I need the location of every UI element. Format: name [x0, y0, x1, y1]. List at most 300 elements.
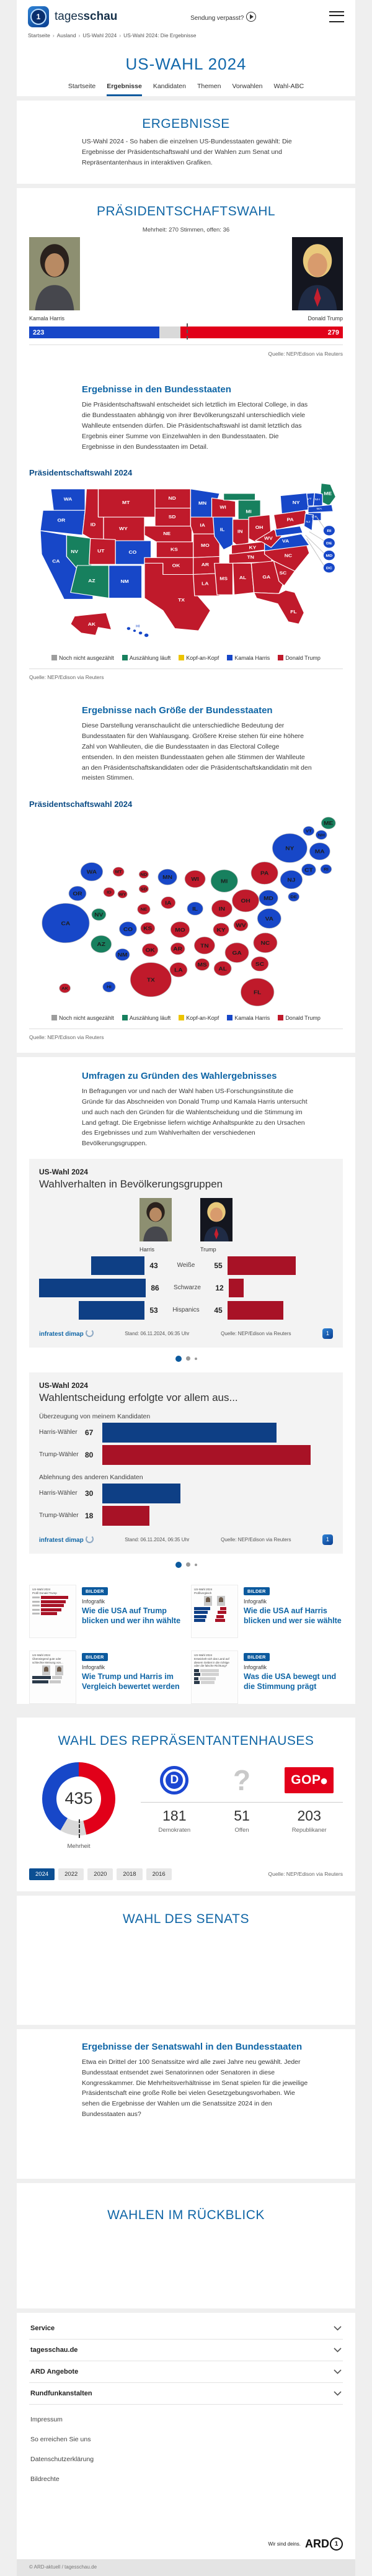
- trump-bar: [229, 1279, 244, 1297]
- trump-photo: [292, 302, 343, 313]
- gop-text: GOP: [291, 1772, 321, 1787]
- harris-thumb-label: Harris: [140, 1246, 154, 1253]
- map-circle-label-DE: DE: [326, 541, 332, 546]
- accordion-label: Service: [30, 2324, 55, 2332]
- trump-value: 45: [214, 1305, 223, 1315]
- thumb-kicker-text: US-Wahl 2024: [194, 1653, 213, 1657]
- year-filter-row: [29, 1868, 343, 1891]
- map-label-NE: NE: [163, 531, 171, 537]
- tab-ergebnisse[interactable]: Ergebnisse: [107, 83, 142, 96]
- bubble-label-MT: MT: [115, 870, 122, 875]
- map-label-MI: MI: [246, 509, 252, 515]
- trump-value: 55: [214, 1261, 223, 1270]
- bubble-label-CA: CA: [61, 921, 71, 927]
- senat-placeholder: [17, 1932, 355, 2025]
- map-label-AK: AK: [87, 621, 96, 628]
- thumb-bar-left: [194, 1611, 208, 1614]
- teaser-title[interactable]: Wie die USA auf Trump blicken und wer ihn wählte: [82, 1606, 181, 1626]
- carousel-dot-2[interactable]: [186, 1562, 190, 1567]
- trump-name: Donald Trump: [308, 315, 343, 322]
- section-title-haus: WAHL DES REPRÄSENTANTENHAUSES: [58, 1733, 314, 1748]
- footer-accordion-rundfunkanstalten[interactable]: [29, 2383, 343, 2405]
- thumb-label-line: [32, 1613, 40, 1615]
- thumb-label-line: [32, 1601, 40, 1603]
- thumb-bar-row: [194, 1619, 235, 1622]
- hamburger-menu-icon[interactable]: [329, 11, 344, 22]
- teaser-kicker: Infografik: [82, 1598, 105, 1605]
- infographic-kicker: US-Wahl 2024: [39, 1380, 88, 1390]
- page-title: US-WAHL 2024: [125, 55, 247, 73]
- footer-accordion-ardangebote[interactable]: [29, 2361, 343, 2383]
- size-section-title: Ergebnisse nach Größe der Bundesstaaten: [82, 705, 273, 716]
- map-state-HI[interactable]: [144, 634, 148, 637]
- thumb-photos: [194, 1596, 235, 1606]
- map-state-MIU[interactable]: [224, 493, 255, 500]
- map-label-TN: TN: [247, 555, 254, 561]
- thumb-bar-left: [194, 1607, 210, 1610]
- trump-bar-zone: [229, 1279, 333, 1297]
- legend-swatch-harris: [227, 655, 232, 660]
- map-label-NV: NV: [71, 549, 79, 555]
- map-circle-label-RI: RI: [327, 529, 332, 534]
- chevron-down-icon[interactable]: [334, 2326, 342, 2331]
- map-label-AZ: AZ: [88, 579, 95, 584]
- bubble-label-OH: OH: [241, 898, 250, 904]
- thumb-label-line: [32, 1605, 40, 1606]
- demographics-row: [39, 1301, 333, 1320]
- map-label-IA: IA: [200, 523, 205, 528]
- bubble-chart-label: Präsidentschaftswahl 2024: [29, 799, 133, 809]
- umfragen-card: [17, 1057, 355, 1704]
- democrats-logo-icon: [160, 1766, 188, 1795]
- teaser-item[interactable]: [191, 1651, 343, 1704]
- play-icon[interactable]: [246, 12, 256, 22]
- party-stat-label: Demokraten: [158, 1826, 191, 1834]
- thumb-bar-row: [32, 1608, 73, 1611]
- sendung-label: Sendung verpasst?: [190, 15, 244, 22]
- legend-item: Noch nicht ausgezählt: [51, 1015, 114, 1021]
- map-state-HI[interactable]: [126, 627, 130, 630]
- map-state-FL[interactable]: [254, 590, 304, 624]
- bubble-label-IN: IN: [218, 906, 226, 912]
- repraesentantenhaus-card: [17, 1718, 355, 1891]
- dem-logo-cell: [141, 1762, 208, 1798]
- footer-link[interactable]: Bildrechte: [30, 2475, 60, 2483]
- house-majority-marker: [79, 1819, 80, 1838]
- section-title-praesidentschaftswahl: PRÄSIDENTSCHAFTSWAHL: [96, 204, 276, 219]
- legend-item: Donald Trump: [278, 655, 321, 661]
- accordion-label: Rundfunkanstalten: [30, 2389, 92, 2397]
- thumb-gap: [206, 1619, 214, 1621]
- map-label-HI: HI: [136, 625, 140, 629]
- bubble-label-MO: MO: [175, 927, 185, 933]
- bubble-label-CO: CO: [123, 926, 133, 932]
- bubble-label-CT: CT: [304, 867, 313, 873]
- ergebnisse-card: [17, 101, 355, 184]
- map-label-KY: KY: [249, 545, 257, 551]
- house-donut-chart[interactable]: [42, 1762, 115, 1835]
- bubble-label-HI: HI: [107, 985, 112, 990]
- map-label-PA: PA: [286, 517, 294, 523]
- candidate-trump: [292, 237, 343, 322]
- legend-swatch-tossup: [179, 1015, 184, 1020]
- bubble-label-ND: ND: [140, 873, 148, 877]
- sendung-verpasst-link[interactable]: [117, 12, 329, 22]
- decision-row-label: Trump-Wähler: [39, 1512, 79, 1520]
- bubble-label-WA: WA: [86, 869, 97, 875]
- ergebnisse-text: US-Wahl 2024 - So haben die einzelnen US-Bundesstaaten gewählt: Die Ergebnisse der Präsidentschaftswahl und der Wahlen zum Senat und Repräsentantenhaus in interaktiven Grafiken.: [82, 138, 292, 166]
- size-section-text: Diese Darstellung veranschaulicht die unterschiedliche Bedeutung der Bundesstaaten für den Wahlausgang. Größere Kreise stehen für eine höhere Zahl von Wahlleuten, die die Bundesstaaten in das Electoral College entsenden. In den meisten Bundesstaaten gehen alle Stimmen der Wahlleute an den Präsidentschaftskandidaten oder die Präsidentschaftskandidatin mit den meisten Stimmen.: [82, 722, 312, 782]
- harris-name: Kamala Harris: [29, 315, 65, 322]
- accordion-label: tagesschau.de: [30, 2346, 78, 2354]
- question-mark-icon: ?: [232, 1763, 251, 1796]
- map-label-NJ: NJ: [306, 520, 311, 525]
- footer-accordion-service[interactable]: [29, 2318, 343, 2340]
- thumb-bar-dark: [194, 1669, 199, 1672]
- thumb-gap: [208, 1616, 215, 1618]
- umfragen-text: In Befragungen vor und nach der Wahl haben US-Forschungsinstitute die Gründe für das Abschneiden von Donald Trump und Kamala Harris untersucht und auch nach den Gründen für die Wahlentscheidung und die Stimmung im Land gefragt. Die Ergebnisse liefern wichtige Anhaltspunkte zu den Ursachen des Ergebnisses und zum Wahlverhalten der verschiedenen Bevölkerungsgruppen.: [82, 1088, 308, 1148]
- us-bubble-cartogram[interactable]: [34, 813, 338, 1010]
- teaser-item[interactable]: [29, 1651, 181, 1704]
- chevron-down-icon[interactable]: [334, 2348, 342, 2353]
- thumb-bar: [41, 1612, 57, 1615]
- infographic-decision: [29, 1372, 343, 1554]
- thumb-bar-row: [32, 1596, 73, 1599]
- party-stat: [208, 1803, 276, 1834]
- breadcrumb: [17, 30, 355, 45]
- bilder-badge: BILDER: [82, 1587, 108, 1595]
- bubble-label-NE: NE: [140, 907, 148, 912]
- legend-item: Kamala Harris: [227, 1015, 270, 1021]
- harris-value: 86: [151, 1283, 159, 1292]
- carousel-dot-1[interactable]: [175, 1356, 182, 1362]
- chevron-down-icon[interactable]: [334, 2369, 342, 2374]
- thumb-photo: [42, 1665, 50, 1675]
- ard-brand-row: [29, 2538, 343, 2551]
- map-label-OK: OK: [172, 563, 180, 569]
- senat-results-card: [17, 2029, 355, 2179]
- footer-link[interactable]: Impressum: [30, 2415, 63, 2423]
- trump-bar-segment: 279: [180, 327, 343, 338]
- map-label-UT: UT: [97, 549, 105, 554]
- year-tab-2020[interactable]: 2020: [87, 1868, 113, 1880]
- thumb-photos: [32, 1665, 73, 1675]
- bubble-label-ME: ME: [324, 821, 334, 827]
- map-chart-label: Präsidentschaftswahl 2024: [29, 468, 133, 478]
- decision-row: [39, 1484, 333, 1503]
- ard-one-icon: 1: [330, 2538, 343, 2551]
- footer-link[interactable]: So erreichen Sie uns: [30, 2435, 91, 2443]
- harris-value: 53: [149, 1305, 158, 1315]
- legend-swatch-running: [122, 1015, 128, 1020]
- decision-bar: [102, 1506, 149, 1526]
- accordion-label: ARD Angebote: [30, 2367, 79, 2376]
- teaser-title[interactable]: Was die USA bewegt und die Stimmung prägt: [244, 1672, 337, 1691]
- bubble-label-TX: TX: [146, 977, 155, 983]
- legend-swatch-harris: [227, 1015, 232, 1020]
- bubble-legend: [17, 1010, 355, 1022]
- bilder-badge: BILDER: [244, 1653, 270, 1661]
- map-circle-label-MD: MD: [326, 554, 333, 559]
- source-line: Quelle: NEP/Edison via Reuters: [29, 1034, 104, 1041]
- states-section-text: Die Präsidentschaftswahl entscheidet sich letztlich im Electoral College, in das die Bundesstaaten abhängig von ihrer Bevölkerungszahl unterschiedlich viele Wahlleute entsenden dürfen. Die Präsidentschaftswahl ist damit letztlich das Ergebnis einer Summe von Einzelwahlen in den Bundesstaaten. Die Ergebnisse in den Bundesstaaten im Detail.: [82, 401, 308, 451]
- logo-glyph: 1: [30, 9, 46, 25]
- bubble-label-SC: SC: [255, 961, 265, 967]
- bubble-label-FL: FL: [253, 989, 262, 996]
- thumb-bar-row: [32, 1676, 73, 1679]
- map-label-ME: ME: [324, 491, 332, 497]
- decision-row-value: 67: [85, 1428, 94, 1437]
- states-section-title: Ergebnisse in den Bundesstaaten: [82, 384, 231, 395]
- footer-link[interactable]: Datenschutzerklärung: [30, 2455, 94, 2463]
- map-label-SD: SD: [168, 514, 176, 520]
- tagesschau-mini-logo-icon: 1: [322, 1534, 333, 1545]
- year-tab-2018[interactable]: 2018: [117, 1868, 142, 1880]
- thumb-bar-dark: [194, 1681, 200, 1684]
- bubble-label-OR: OR: [73, 891, 82, 897]
- map-label-SC: SC: [279, 570, 287, 576]
- breadcrumb-item[interactable]: US-Wahl 2024: Die Ergebnisse: [123, 32, 197, 38]
- thumb-bar-row: [32, 1680, 73, 1683]
- trump-bar-zone: [228, 1256, 333, 1275]
- thumb-bar-row: [194, 1681, 235, 1684]
- map-label-NY: NY: [292, 500, 300, 506]
- open-bar-segment: [159, 327, 180, 338]
- harris-bar: [39, 1279, 146, 1297]
- party-stat: [275, 1803, 343, 1834]
- legend-swatch-open: [51, 655, 57, 660]
- thumb-bar-gray: [200, 1669, 219, 1672]
- infographic-footer: [39, 1328, 333, 1339]
- teaser-kicker: Infografik: [244, 1598, 267, 1605]
- brand-wordmark[interactable]: [55, 10, 117, 24]
- footer-accordions: [29, 2318, 343, 2405]
- thumb-label-line: [32, 1609, 40, 1611]
- tab-kandidaten[interactable]: Kandidaten: [153, 83, 186, 90]
- year-tab-2024[interactable]: 2024: [29, 1868, 55, 1880]
- bubble-label-IL: IL: [192, 906, 198, 912]
- teaser-text: [244, 1585, 343, 1638]
- section-title-ergebnisse: ERGEBNISSE: [142, 117, 230, 131]
- thumb-bar-row: [194, 1669, 235, 1672]
- carousel-dots: [17, 1348, 355, 1370]
- bubble-label-VA: VA: [265, 916, 273, 922]
- party-logos: [141, 1762, 343, 1798]
- bubble-label-KY: KY: [216, 927, 226, 933]
- bubble-label-MS: MS: [197, 961, 207, 968]
- umfragen-title: Umfragen zu Gründen des Wahlergebnisses: [82, 1071, 277, 1082]
- teaser-item[interactable]: [29, 1585, 181, 1638]
- map-label-NM: NM: [120, 579, 129, 585]
- map-label-ND: ND: [168, 495, 176, 502]
- legend-swatch-trump: [278, 655, 283, 660]
- map-label-LA: LA: [202, 581, 209, 587]
- senat-results-title: Ergebnisse der Senatswahl in den Bundesstaaten: [82, 2041, 303, 2052]
- year-tab-2016[interactable]: 2016: [146, 1868, 172, 1880]
- thumb-bar-row: [194, 1615, 235, 1618]
- tagesschau-logo-icon[interactable]: [28, 6, 49, 27]
- map-label-WY: WY: [119, 526, 128, 532]
- us-states-map[interactable]: [31, 481, 341, 650]
- decision-bar: [102, 1423, 277, 1443]
- teaser-text: [82, 1585, 181, 1638]
- teaser-thumbnail: [191, 1585, 238, 1638]
- bubble-label-AK: AK: [61, 986, 69, 991]
- section-title-senat: WAHL DES SENATS: [123, 1911, 249, 1926]
- thumb-photo: [217, 1596, 225, 1606]
- senat-card: [17, 1896, 355, 2025]
- majority-marker: [187, 323, 188, 340]
- source-label: Quelle: NEP/Edison via Reuters: [221, 1536, 291, 1542]
- senat-results-placeholder: [17, 2120, 355, 2179]
- map-label-VA: VA: [282, 538, 290, 544]
- bubble-label-KS: KS: [143, 925, 153, 932]
- decision-group-label: Überzeugung von meinem Kandidaten: [39, 1412, 151, 1420]
- infographic-title: Wahlverhalten in Bevölkerungsgruppen: [39, 1178, 223, 1190]
- bubble-label-DE: DE: [290, 895, 298, 899]
- thumb-bar-right: [218, 1611, 226, 1614]
- teaser-title[interactable]: Wie Trump und Harris im Vergleich bewertet werden: [82, 1672, 180, 1691]
- carousel-dots: [17, 1554, 355, 1576]
- thumb-gap: [209, 1611, 216, 1613]
- thumb-bar-gray: [201, 1681, 215, 1684]
- bubble-label-NC: NC: [260, 940, 270, 947]
- legend-swatch-trump: [278, 1015, 283, 1020]
- thumb-bar: [41, 1600, 66, 1603]
- thumb-bar: [41, 1604, 64, 1607]
- carousel-dot-3[interactable]: [195, 1358, 197, 1360]
- trump-bar: [228, 1301, 283, 1320]
- ard-claim: Wir sind deins.: [268, 2541, 301, 2547]
- harris-value: 43: [149, 1261, 158, 1270]
- thumb-bar-right: [220, 1607, 226, 1610]
- map-label-MA: MA: [316, 507, 322, 511]
- bubble-label-GA: GA: [232, 950, 242, 956]
- breadcrumb-separator: ›: [52, 32, 55, 38]
- decision-row-label: Trump-Wähler: [39, 1451, 79, 1459]
- map-label-KS: KS: [170, 547, 178, 552]
- thumb-bar: [41, 1596, 68, 1599]
- bubble-label-WY: WY: [118, 893, 126, 897]
- thumb-bar-left: [194, 1615, 206, 1618]
- map-label-MO: MO: [201, 543, 210, 549]
- map-label-MN: MN: [198, 501, 207, 507]
- decision-bar: [102, 1484, 180, 1503]
- bubble-label-WV: WV: [236, 922, 246, 929]
- party-stat-label: Offen: [234, 1826, 249, 1834]
- thumb-bar-right: [215, 1619, 225, 1622]
- thumb-bar-dark: [32, 1680, 48, 1683]
- legend-item: Kopf-an-Kopf: [179, 655, 219, 661]
- source-label: Quelle: NEP/Edison via Reuters: [221, 1330, 291, 1336]
- map-label-MT: MT: [122, 500, 130, 506]
- thumb-bar: [41, 1608, 61, 1611]
- trump-bar-zone: [228, 1301, 333, 1320]
- electoral-vote-bar: [29, 327, 343, 338]
- thumb-kicker-text: US-Wahl 2024: [194, 1587, 213, 1591]
- infratest-dimap-logo: infratest dimap: [39, 1535, 94, 1544]
- stand-label: Stand: 06.11.2024, 06:35 Uhr: [125, 1536, 190, 1542]
- breadcrumb-item[interactable]: Startseite: [28, 32, 50, 38]
- category-label: Schwarze: [174, 1284, 201, 1292]
- majority-note: Mehrheit: 270 Stimmen, offen: 36: [142, 227, 230, 234]
- thumb-bar-row: [194, 1611, 235, 1614]
- map-label-CT: CT: [311, 515, 317, 520]
- carousel-dot-2[interactable]: [186, 1356, 190, 1361]
- infographic-kicker: US-Wahl 2024: [39, 1167, 88, 1176]
- map-label-CO: CO: [128, 549, 137, 556]
- bubble-label-MA: MA: [314, 849, 325, 855]
- map-label-NC: NC: [284, 553, 293, 559]
- demographics-bars: [39, 1256, 333, 1320]
- thumb-title-text: Profil Donald Trump: [32, 1591, 57, 1595]
- thumb-bar-dark: [32, 1676, 51, 1679]
- carousel-dot-3[interactable]: [195, 1564, 197, 1566]
- trump-portrait-image: [292, 237, 343, 310]
- party-stat-label: Republikaner: [291, 1826, 327, 1834]
- bubble-label-SD: SD: [140, 887, 148, 892]
- infographic-footer: [39, 1534, 333, 1545]
- footer-accordion-tagesschaude[interactable]: [29, 2340, 343, 2361]
- tab-vorwahlen[interactable]: Vorwahlen: [232, 83, 263, 90]
- thumb-bar-gray: [52, 1676, 62, 1679]
- bubble-label-WI: WI: [191, 876, 199, 883]
- thumb-bar-gray: [200, 1677, 216, 1680]
- decision-row-value: 80: [85, 1450, 94, 1459]
- footer: [17, 2313, 355, 2559]
- legend-item: Donald Trump: [278, 1015, 321, 1021]
- decision-row-value: 18: [85, 1511, 94, 1520]
- tab-themen[interactable]: Themen: [197, 83, 221, 90]
- tab-startseite[interactable]: Startseite: [68, 83, 96, 90]
- bubble-label-AR: AR: [173, 946, 182, 952]
- teaser-item[interactable]: [191, 1585, 343, 1638]
- breadcrumb-separator: ›: [78, 32, 81, 38]
- map-legend: [17, 650, 355, 662]
- harris-bar-segment: 223: [29, 327, 159, 338]
- decision-row: [39, 1445, 333, 1465]
- candidates-row: [17, 237, 355, 322]
- legend-item: Kopf-an-Kopf: [179, 1015, 219, 1021]
- map-state-HI[interactable]: [133, 629, 136, 633]
- map-label-GA: GA: [262, 574, 271, 580]
- map-state-HI[interactable]: [138, 631, 142, 634]
- legend-item: Kamala Harris: [227, 655, 270, 661]
- map-label-IL: IL: [219, 527, 225, 533]
- category-label: Hispanics: [172, 1307, 200, 1314]
- tab-wahl-abc[interactable]: Wahl-ABC: [273, 83, 304, 90]
- map-label-VT: VT: [307, 497, 312, 502]
- breadcrumb-item[interactable]: Ausland: [56, 32, 76, 38]
- bubble-label-NJ: NJ: [287, 877, 296, 883]
- map-label-ID: ID: [90, 522, 96, 528]
- bilder-badge: BILDER: [82, 1653, 108, 1661]
- demographics-row: [39, 1279, 333, 1297]
- bubble-label-NV: NV: [94, 912, 104, 918]
- legend-swatch-tossup: [179, 655, 184, 660]
- ard-wordmark: ARD: [305, 2537, 329, 2550]
- bubble-label-TN: TN: [200, 943, 209, 949]
- dimap-ring-icon: [86, 1329, 94, 1337]
- carousel-dot-1[interactable]: [175, 1562, 182, 1568]
- year-tab-2022[interactable]: 2022: [58, 1868, 84, 1880]
- infographic-title: Wahlentscheidung erfolgte vor allem aus...: [39, 1391, 238, 1403]
- bubble-label-VT: VT: [306, 829, 312, 834]
- breadcrumb-item[interactable]: US-Wahl 2024: [82, 32, 117, 38]
- harris-bar: [79, 1301, 144, 1320]
- chevron-down-icon[interactable]: [334, 2391, 342, 2396]
- teaser-title[interactable]: Wie die USA auf Harris blicken und wer sie wählte: [244, 1606, 342, 1626]
